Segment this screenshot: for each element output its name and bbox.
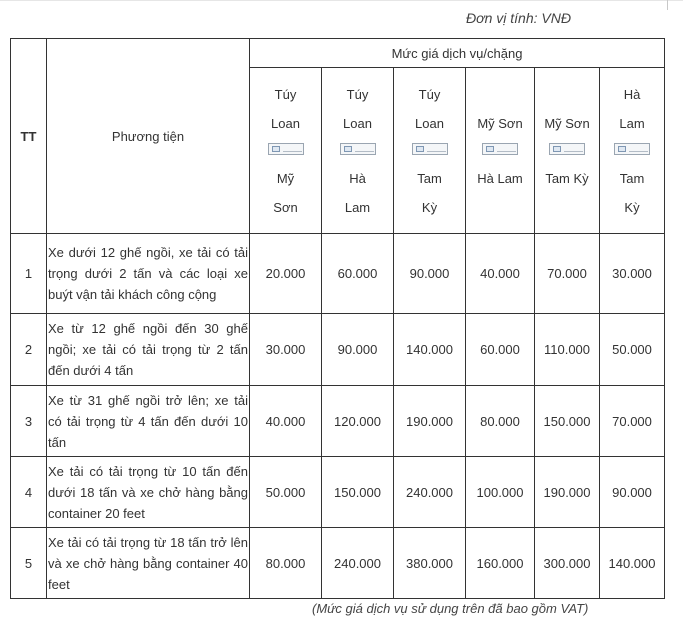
route-from-text: Lam [619,115,645,131]
price-cell: 300.000 [535,528,600,599]
route-header-5 [535,68,600,234]
table-body [11,234,665,599]
route-from-text: Túy [274,86,297,102]
price-cell: 90.000 [394,234,466,314]
price-cell: 240.000 [394,457,466,528]
vehicle-description: Xe từ 12 ghế ngồi đến 30 ghế ngồi; xe tải có tải trọng từ 2 tấn đến dưới 4 tấn [47,314,250,386]
right-divider [667,0,668,10]
price-cell: 150.000 [535,386,600,457]
route-to-text: Lam [344,199,371,215]
route-from-text: Hà [623,86,641,102]
price-cell: 240.000 [322,528,394,599]
route-to-text: Tam [619,170,645,186]
route-header-2 [322,68,394,234]
header-price-group: Mức giá dịch vụ/chặng [250,39,665,68]
price-cell: 80.000 [466,386,535,457]
route-to-text: Kỳ [624,199,640,215]
route-to-text: Kỳ [421,199,438,215]
price-cell: 90.000 [322,314,394,386]
price-cell: 100.000 [466,457,535,528]
route-to-text: Tam Kỳ [545,170,589,186]
top-divider [0,0,683,1]
route-header-3 [394,68,466,234]
route-to-text: Sơn [273,199,298,215]
price-cell: 140.000 [394,314,466,386]
price-cell: 70.000 [535,234,600,314]
route-to-text: Hà [349,170,366,186]
route-from-text: Loan [271,115,300,131]
route-from-text: Túy [346,86,369,102]
route-header-6 [600,68,665,234]
arrow-image-placeholder-icon [268,143,304,155]
price-cell: 60.000 [466,314,535,386]
price-cell: 20.000 [250,234,322,314]
route-to-text: Mỹ [276,170,295,186]
vehicle-description: Xe tải có tải trọng từ 18 tấn trở lên và xe chở hàng bằng container 40 feet [47,528,250,599]
row-number: 5 [11,528,47,599]
header-vehicle: Phương tiện [47,39,250,234]
route-to-text: Hà Lam [477,170,523,186]
price-cell: 80.000 [250,528,322,599]
arrow-image-placeholder-icon [549,143,585,155]
vehicle-description: Xe dưới 12 ghế ngồi, xe tải có tải trọng dưới 2 tấn và các loại xe buýt vận tải khách công cộng [47,234,250,314]
price-cell: 140.000 [600,528,665,599]
route-header-1 [250,68,322,234]
price-cell: 40.000 [250,386,322,457]
price-cell: 380.000 [394,528,466,599]
table-row [11,457,665,528]
price-cell: 40.000 [466,234,535,314]
price-cell: 60.000 [322,234,394,314]
price-table [10,38,665,599]
vehicle-description: Xe tải có tải trọng từ 10 tấn đến dưới 18 tấn và xe chở hàng bằng container 20 feet [47,457,250,528]
row-number: 4 [11,457,47,528]
price-cell: 120.000 [322,386,394,457]
arrow-image-placeholder-icon [614,143,650,155]
price-cell: 70.000 [600,386,665,457]
price-cell: 190.000 [394,386,466,457]
price-cell: 30.000 [600,234,665,314]
arrow-image-placeholder-icon [482,143,518,155]
arrow-image-placeholder-icon [340,143,376,155]
route-to-text: Tam [417,170,442,186]
price-cell: 90.000 [600,457,665,528]
table-row [11,386,665,457]
price-cell: 160.000 [466,528,535,599]
price-cell: 150.000 [322,457,394,528]
price-cell: 190.000 [535,457,600,528]
table-row [11,528,665,599]
route-from-text: Mỹ Sơn [477,115,523,131]
row-number: 3 [11,386,47,457]
table-row [11,234,665,314]
route-from-text: Loan [343,115,372,131]
unit-note: Đơn vị tính: VNĐ [466,10,571,26]
row-number: 2 [11,314,47,386]
arrow-image-placeholder-icon [412,143,448,155]
price-cell: 30.000 [250,314,322,386]
route-from-text: Mỹ Sơn [544,115,590,131]
footnote: (Mức giá dịch vụ sử dụng trên đã bao gồm VAT) [312,601,589,616]
route-from-text: Túy [418,86,441,102]
price-cell: 50.000 [250,457,322,528]
route-from-text: Loan [415,115,444,131]
row-number: 1 [11,234,47,314]
header-tt: TT [11,39,47,234]
vehicle-description: Xe từ 31 ghế ngồi trở lên; xe tải có tải trọng từ 4 tấn đến dưới 10 tấn [47,386,250,457]
table-row [11,314,665,386]
price-cell: 50.000 [600,314,665,386]
route-header-4 [466,68,535,234]
price-cell: 110.000 [535,314,600,386]
